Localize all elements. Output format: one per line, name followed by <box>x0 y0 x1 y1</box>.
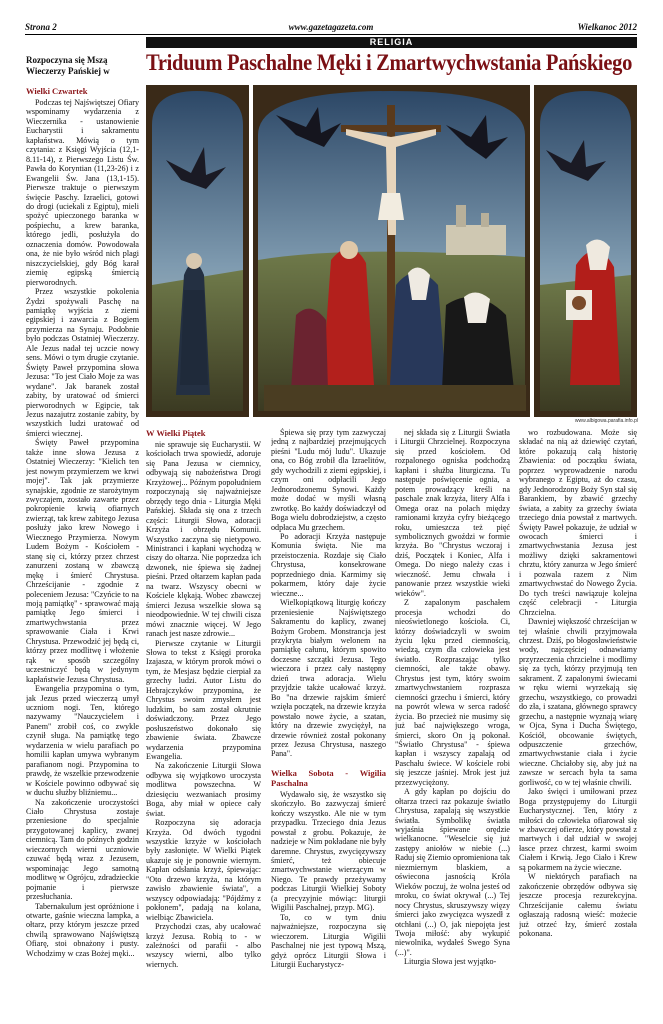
subheading-wielka-sobota: Wielka Sobota - Wigilia Paschalna <box>271 767 386 788</box>
paragraph: Ewangelia przypomina o tym, jak Jezus przed wieczerzą umył uczniom nogi. Ten, którego nazywamy "Nauczycielem i Panem" zrobił coś, co zwykle czynił sługa. Na pamiątkę tego wydarzenia w wielu parafiach po homilii kapłan umywa wybranym parafianom nogi. Przypomina to prawdę, że wszelkie przewodzenie w Kościele powinno odbywać się w duchu służby bliźniemu... <box>26 684 139 798</box>
paragraph: Na zakończenie Liturgii Słowa odbywa się wyjątkowo uroczysta modlitwa powszechna. W dziesięciu wezwaniach prosimy Boga, aby miał w opiece cały świat. <box>146 761 261 818</box>
paragraph: Tabernakulum jest opróżnione i otwarte, gaśnie wieczna lampka, a ołtarz, przy którym jeszcze przed chwilą sprawowano Najświętszą Ofiarę, stoi obnażony i pusty. Wchodzimy w czas Bożej męki... <box>26 901 139 958</box>
center-panel <box>253 85 530 417</box>
paragraph: Na zakończenie uroczystości Ciało Chrystusa zostaje przeniesione do specjalnie przygotowanej kaplicy, zwanej ciemnicą. Tam do późnych godzin wieczornych wierni uczniowie czuwać będą wraz z Jezusem, wspominając Jego samotną modlitwę w Ogrójcu, zdradzieckie pojmanie i pierwsze przesłuchania. <box>26 797 139 902</box>
paragraph: W niektórych parafiach na zakończenie obrzędów odbywa się jeszcze procesja rezurekcyjna. Chrześcijanie całemu światu ogłaszają radosną wieść: możecie już otrzeć łzy, śmierć została pokonana. <box>519 872 637 939</box>
lead-text: Rozpoczyna się Mszą Wieczerzy Pańskiej w <box>26 55 110 76</box>
column-2 <box>146 428 261 1016</box>
paragraph: Liturgia Słowa jest wyjątko- <box>404 957 497 967</box>
paragraph: Święty Paweł przypomina także inne słowa Jezusa z Ostatniej Wieczerzy: "Kielich ten jest nowym przymierzem we krwi mojej". Tak jak przymierze synajskie, zgodnie ze starożytnym zwyczajem, zostało zawarte przez pokropienie krwią ofiarnych zwierząt, tak krew zabitego Jezusa posłuży jako krew Nowego i Wiecznego Przymierza. Nowym Ludem Bożym - Kościołem - stanę się ci, którzy przez chrzest zanurzeni zostaną w zbawczą mękę i śmierć Chrystusa. Chrześcijanie - zgodnie z poleceniem Jezusa: "Czyńcie to na moją pamiątkę" - sprawować mają pamiątkę Jego śmierci i zmartwychwstania przez sprawowanie Ciała i Krwi Chrystusa. Przewodzić jej będą ci, którzy przez modlitwę i włożenie rąk w sposób szczególny uczestniczyć będą w jedynym kapłaństwie Jezusa Chrystusa. <box>26 438 139 684</box>
page-number: Strona 2 <box>25 22 57 32</box>
subheading-wielki-piatek: W Wielki Piątek <box>146 428 206 438</box>
column-4 <box>395 428 510 1016</box>
paragraph: nej składa się z Liturgii Światła i Liturgii Chrzcielnej. Rozpoczyna się przed kościołem. Od rozpalonego ogniska podchodzą kapłani i służba liturgiczna. Tu następuje poświęcenie ognia, a potem prowadzący kreśli na paschale znak krzyża, litery Alfa i Omega oraz na polach między ramionami krzyża cyfry bieżącego roku, umieszcza też pięć symbolicznych gwoździ w formie krzyża. Bo "Chrystus wczoraj i dziś, Początek i Koniec, Alfa i Omega. Do niego należy czas i wieczność. Jemu chwała i panowanie przez wszystkie wieki wieków". <box>395 428 510 598</box>
paragraph: Dawniej większość chrześcijan w tej właśnie chwili przyjmowała chrzest. Dziś, po błogosławieństwie wody, najczęściej odnawiamy przyrzeczenia chrzcielne i modlimy się za tych, którzy przyjmują ten sakrament. Z zapalonymi świecami w ręku wierni wyrzekają się grzechu, wszystkiego, co prowadzi do zła, i szatana, głównego sprawcy grzechu, a następnie wyznają wiarę w Ojca, Syna i Ducha Świętego, Kościół, obcowanie świętych, odpuszczenie grzechów, zmartwychwstanie ciała i życie wieczne. Chciałoby się, aby już na zawsze w sercach była ta sama gorliwość, co w tej właśnie chwili. <box>519 617 637 787</box>
image-credit: www.albigowa.parafia.info.pl <box>574 418 638 424</box>
paragraph: nie sprawuje się Eucharystii. W kościołach trwa spowiedź, adoruje się Pana Jezusa w ciemnicy, odbywają się nabożeństwa Drogi Krzyżowej... Późnym popołudniem rozpoczynają się najważniejsze obrzędy tego dnia - Liturgia Męki Pańskiej. Składa się ona z trzech części: Liturgii Słowa, adoracji Krzyża i obrzędu Komunii. Wszystko zaczyna się nietypowo. Ministranci i kapłani wychodzą w ciszy do ołtarza. Nie poprzedza ich dzwonek, nie śpiewa się żadnej pieśni. Przed ołtarzem kapłan pada na twarz. Wszyscy obecni w Kościele klękają. Wobec zbawczej śmierci Jezusa wszelkie słowa są nieodpowiednie. W tej chwili cisza mówi znacznie więcej. W Jego ranach jest nasze zdrowie... <box>146 440 261 639</box>
paragraph: Wielkopiątkową liturgię kończy przeniesienie Najświętszego Sakramentu do kaplicy, zwanej Bożym Grobem. Monstrancja jest przykryta białym welonem na pamiątkę całunu, którym spowito doczesne szczątki Jezusa. Tego wieczora i przez cały następny dzień trwa adoracja. Wielu przyjdzie także ucałować krzyż. Bo "na drzewie rajskim śmierć wzięła początek, na drzewie krzyża powstało nowe życie, a szatan, który na drzewie zwyciężył, na drzewie również został pokonany przez Jezusa Chrystusa, naszego Pana". <box>271 598 386 759</box>
paragraph: Podczas tej Najświętszej Ofiary wspominamy wydarzenia z Wieczernika - ustanowienie Eucharystii i sakramentu kapłaństwa. Mówią o tym czytania: z Księgi Wyjścia (12,1-8.11-14), z Pierwszego Listu Św. Pawła do Koryntian (11,23-26) i z Ewangelii Św. Jana (13,1-15). Pierwsze traktuje o pierwszym święcie Paschy. Izraelici, gotowi do drogi (uciekali z Egiptu), mieli spożyć upieczonego baranka w pośpiechu, a krew baranka, którego jedli, posłużyła do oznaczenia domów. Powodowała ona, że nie było wśród nich plagi niszczycielskiej, gdy Bóg karał ziemię egipską śmiercią pierworodnych. <box>26 98 139 287</box>
paragraph: wo rozbudowana. Może się składać na nią aż dziewięć czytań, które pokazują całą historię Zbawienia: od początku świata, poprzez wyprowadzenie narodu wybranego z Egiptu, aż do czasu, gdy Jednorodzony Boży Syn stał się Barankiem, by zbawić grzechy świata, a zabity za grzechy świata trzeciego dnia powstał z martwych. Święty Paweł pokazuje, że udział w owocach śmierci i zmartwychwstania Jezusa jest możliwy dzięki sakramentowi chrztu, który zanurza w Jego śmierć i pozwala razem z Nim zmartwychwstać do Nowego Życia. Do tych treści nawiązuje kolejna część celebracji - Liturgia Chrzcielna. <box>519 428 637 617</box>
spacer <box>271 759 386 768</box>
paragraph: Jako święci i umiłowani przez Boga przystępujemy do Liturgii Eucharystycznej. Ten, który z miłości do człowieka ofiarował się w zbawczej ofierze, który powstał z martwych i dał udział w swojej łasce przez chrzest, karmi swoim Ciałem i Krwią. Jego Ciało i Krew są pokarmem na życie wieczne. <box>519 787 637 872</box>
paragraph: Wydawało się, że wszystko się skończyło. Bo zazwyczaj śmierć kończy wszystko. Ale nie w tym przypadku. Trzeciego dnia Jezus powstał z grobu. Pokazuje, że nadzieje w Nim pokładane nie były daremne. Chrystus, zwycięzywszy śmierć, też obiecuje zmartwychwstanie wierzącym w Niego. Te prawdy przeżywamy podczas Liturgii Wielkiej Soboty (a precyzyjnie mówiąc: liturgii Wigilii Paschalnej, przyp. MG). <box>271 789 386 913</box>
paragraph: Po adoracji Krzyża następuje Komunia święta. Nie ma przeistoczenia. Rozdaje się Ciało Chrystusa, konsekrowane poprzedniego dnia. Karmimy się pokarmem, który daje życie wieczne... <box>271 531 386 598</box>
left-panel <box>146 85 249 417</box>
issue-label: Wielkanoc 2012 <box>577 22 637 32</box>
column-5 <box>519 428 637 1016</box>
section-label: RELIGIA <box>146 37 637 48</box>
column-3 <box>271 428 386 1016</box>
column-1 <box>26 86 139 1016</box>
page-header <box>25 22 637 35</box>
paragraph: Z zapalonym paschałem procesja wchodzi do nieoświetlonego kościoła. Ci, którzy doświadczyli w swoim życiu lęku przed ciemnością, wiedzą, czym dla człowieka jest światło. Rozpraszając tylko ciemności, ale także obawy. Chrystus jest tym, który swoim zmartwychwstaniem rozprasza ciemności grzechu i śmierci, który na powrót wlewa w serca radość życia. Bo przecież nie musimy się już bać największego wroga, śmierci, skoro On ją pokonał. "Światło Chrystusa" - śpiewa kapłan i wszyscy zapalają od Paschału świece. W kościele robi się jeszcze jaśniej. Mrok jest już przezwyciężony. <box>395 598 510 787</box>
right-panel <box>534 85 637 417</box>
site-url: www.gazetagazeta.com <box>288 22 374 32</box>
subheading-wielki-czwartek: Wielki Czwartek <box>26 86 88 96</box>
paragraph: Przez wszystkie pokolenia Żydzi spożywali Paschę na pamiątkę wyjścia z ziemi egipskiej i zawarcia z Bogiem przymierza na Synaju. Podobnie było podczas Ostatniej Wieczerzy. Ale Jezus nadał tej uczcie nowy sens. Mówi o tym drugie czytanie. Święty Paweł przypomina słowa Jezusa: "To jest Ciało Moje za was wydane". Jak baranek został zabity, by uratować od śmierci pierworodnych w Egipcie, tak Jezus nazajutrz zostanie zabity, by wszystkich ludzi uratować od śmierci wiecznej. <box>26 287 139 438</box>
paragraph: Rozpoczyna się adoracja Krzyża. Od dwóch tygodni wszystkie krzyże w kościołach były zasłonięte. W Wielki Piątek ukazuje się je ponownie wiernym. Kapłan odsłania krzyż, śpiewając: "Oto drzewo krzyża, na którym zawisło zbawienie świata", a wszyscy odpowiadają: "Pójdźmy z pokłonem", padają na kolana, wielbiąc Zbawiciela. <box>146 818 261 922</box>
paragraph: Śpiewa się przy tym zazwyczaj jedną z najbardziej przejmujących pieśni "Ludu mój ludu". Ukazuje ona, co Bóg zrobił dla Izraelitów, gdy wychodzili z ziemi egipskiej, i czym oni odpłacili Jego Jednorodzonemu Synowi. Każdy może dodać w myśli własną zwrotkę. Bo każdy doświadczył od Boga wielu dobrodziejstw, a często odpłaca Mu grzechem. <box>271 428 386 532</box>
paragraph: Pierwsze czytanie w Liturgii Słowa to tekst z Księgi proroka Izajasza, w którym prorok mówi o tym, że Mesjasz będzie cierpiał za grzechy ludzi. Autor Listu do Hebrajczyków przypomina, że Chrystus swoim zmysłem jest ludzkim, bo sam został okrutnie doświadczony. Przez Jego posłuszeństwo dokonało się zbawienie świata. Zbawcze wydarzenia przypomina Ewangelia. <box>146 638 261 761</box>
paragraph: Przychodzi czas, aby ucałować krzyż Jezusa. Robią to - w zależności od parafii - albo wszyscy wierni, albo tylko wiernych. <box>146 922 261 969</box>
paragraph: A gdy kapłan po dojściu do ołtarza trzeci raz pokazuje światło Chrystusa, zapalają się wszystkie światła. Symbolikę światła wyjaśnia śpiewane orędzie wielkanocne. "Weselcie się już zastępy aniołów w niebie (...) Raduj się Ziemio opromieniona tak niezmiernym blaskiem, a oświecona jasnością Króla Wieków poczuj, że wolna jesteś od mroku, co świat okrywał (...) Tej nocy Chrystus, skruszywszy więzy śmierci jako zwycięzca wyszedł z otchłani (...) O, jak niepojęta jest Twoja miłość: aby wykupić niewolnika, wydałeś Swego Syna (...)". <box>395 787 510 957</box>
triptych-painting <box>146 85 637 417</box>
headline: Triduum Paschalne Męki i Zmartwychwstania Pańskiego <box>146 51 633 76</box>
paragraph: To, co w tym dniu najważniejsze, rozpoczyna się wieczorem. Liturgia Wigilii Paschalnej nie jest typową Mszą, gdyż oprócz Liturgii Słowa i Liturgii Eucharystycz- <box>271 912 386 970</box>
